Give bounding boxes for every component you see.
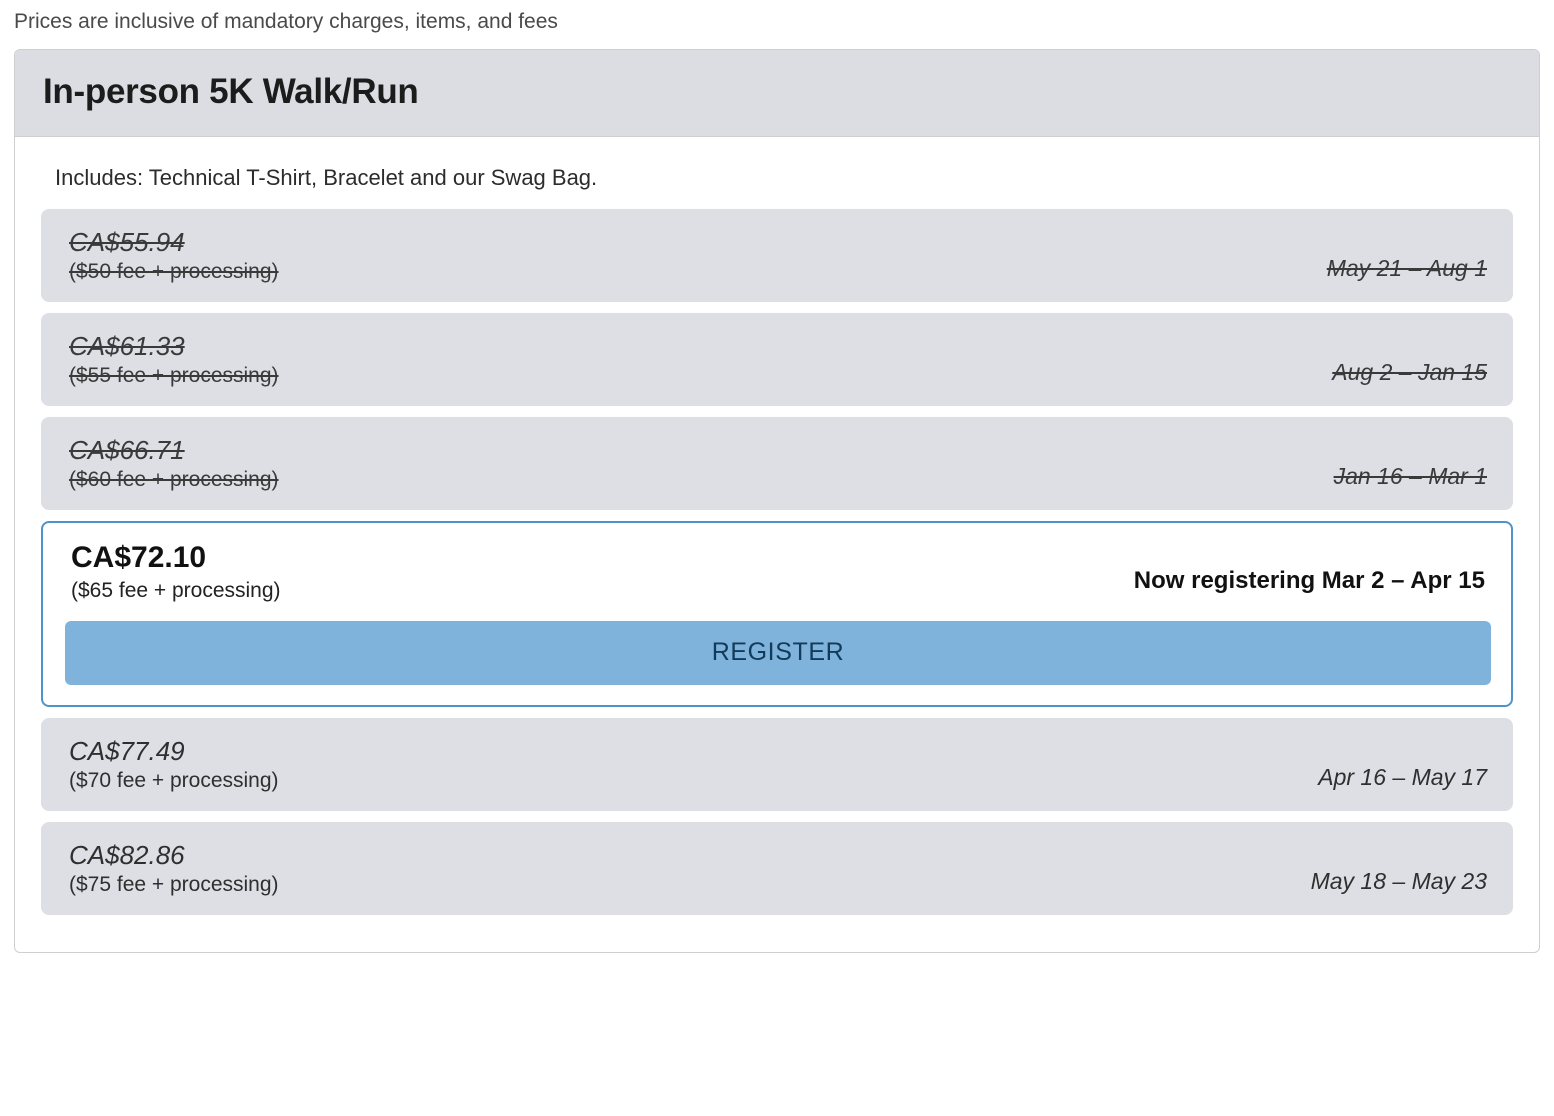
price-block — [69, 435, 279, 492]
tier-price: CA$72.10 — [71, 541, 207, 575]
tier-date-range: Jan 16 – Mar 1 — [1333, 463, 1487, 490]
price-block — [65, 541, 281, 603]
price-block — [69, 331, 279, 388]
includes-text: Includes: Technical T-Shirt, Bracelet and our Swag Bag. — [55, 165, 598, 191]
tier-price: CA$82.86 — [69, 840, 185, 871]
pricing-tier-future-1 — [41, 718, 1513, 811]
tier-price: CA$66.71 — [69, 435, 185, 466]
tier-fee: ($70 fee + processing) — [69, 769, 279, 793]
tier-fee: ($65 fee + processing) — [71, 579, 281, 603]
pricing-tier-past-1 — [41, 209, 1513, 302]
card-header — [15, 50, 1539, 137]
price-block — [69, 736, 279, 793]
tier-fee: ($55 fee + processing) — [69, 364, 279, 388]
registration-option-card — [14, 49, 1540, 953]
pricing-tier-past-3 — [41, 417, 1513, 510]
tier-price: CA$61.33 — [69, 331, 185, 362]
tier-fee: ($60 fee + processing) — [69, 468, 279, 492]
price-block — [69, 227, 279, 284]
current-tier-summary — [65, 541, 1491, 603]
register-button[interactable]: REGISTER — [65, 621, 1491, 685]
tier-date-range: Now registering Mar 2 – Apr 15 — [1133, 567, 1485, 595]
tier-date-range: May 21 – Aug 1 — [1326, 255, 1487, 282]
tier-date-range: May 18 – May 23 — [1310, 868, 1487, 895]
tier-price: CA$77.49 — [69, 736, 185, 767]
pricing-tier-past-2 — [41, 313, 1513, 406]
tier-date-range: Aug 2 – Jan 15 — [1332, 359, 1487, 386]
tier-date-range: Apr 16 – May 17 — [1318, 764, 1487, 791]
tier-price: CA$55.94 — [69, 227, 185, 258]
page-title: In-person 5K Walk/Run — [43, 72, 419, 112]
price-disclaimer: Prices are inclusive of mandatory charges, items, and fees — [14, 10, 558, 33]
pricing-tier-future-2 — [41, 822, 1513, 915]
tier-fee: ($75 fee + processing) — [69, 873, 279, 897]
price-block — [69, 840, 279, 897]
pricing-tier-current — [41, 521, 1513, 707]
tier-fee: ($50 fee + processing) — [69, 260, 279, 284]
card-body — [15, 137, 1539, 952]
